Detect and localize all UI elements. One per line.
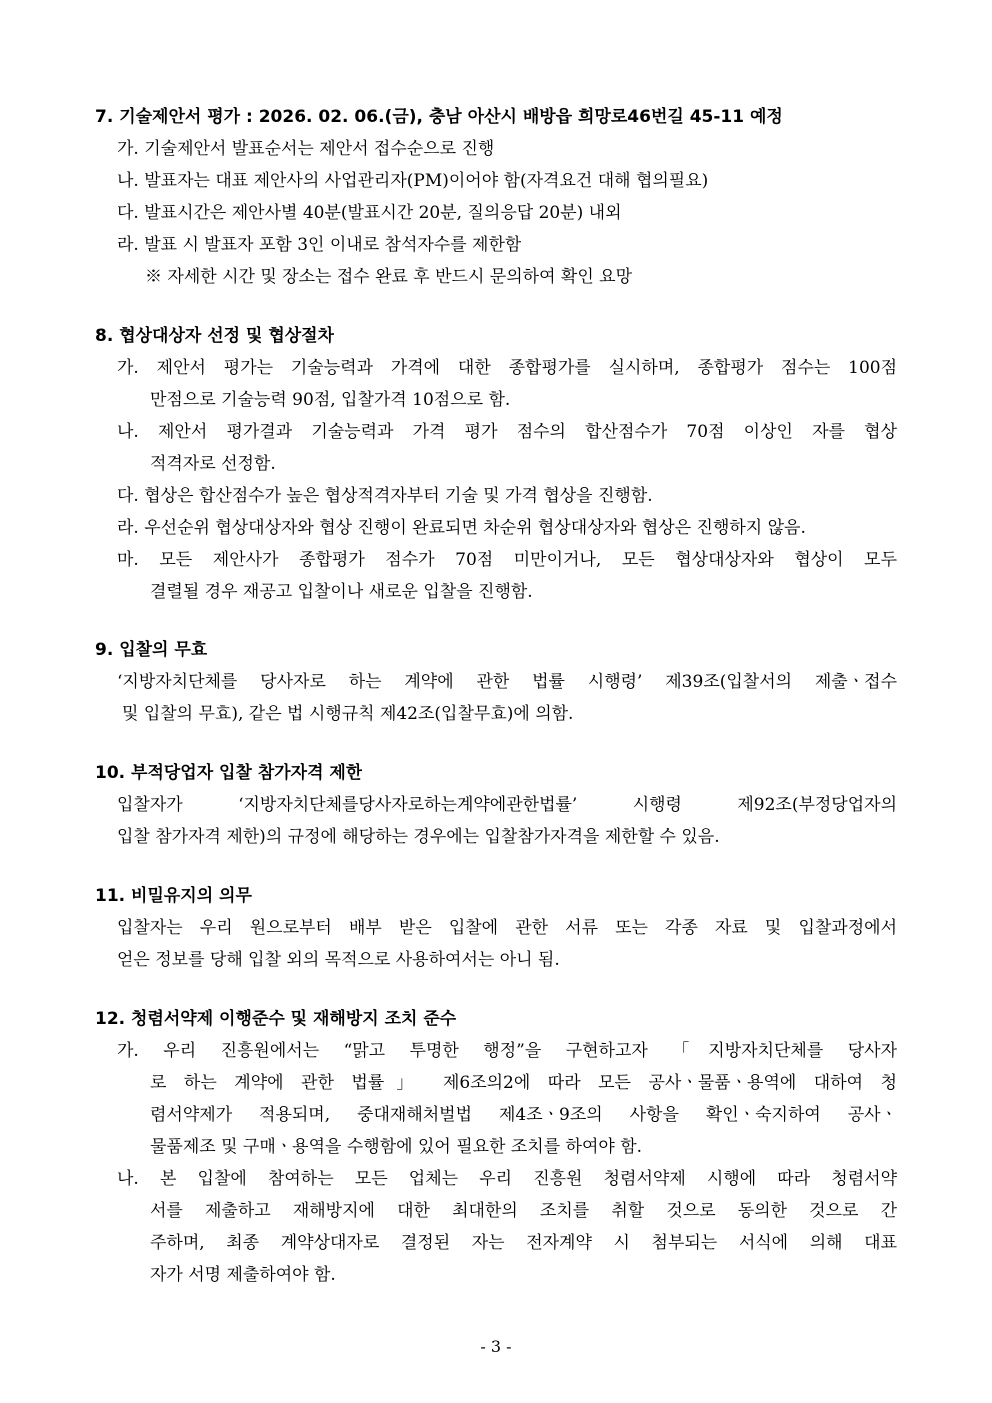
- section-10-text-line1: 입찰자가 ‘지방자치단체를당사자로하는계약에관한법률’ 시행령 제92조(부정당업자의: [117, 795, 897, 815]
- section-9-text-line1: ‘지방자치단체를 당사자로 하는 계약에 관한 법률 시행령’ 제39조(입찰서의 제출ㆍ접수: [117, 672, 897, 692]
- section-7-item-ga: 가. 기술제안서 발표순서는 제안서 접수순으로 진행: [117, 139, 495, 159]
- section-12-item-ga-line1: 가. 우리 진흥원에서는 “맑고 투명한 행정”을 구현하고자 「지방자치단체를 당사자: [117, 1041, 897, 1061]
- section-12-item-na-line4: 자가 서명 제출하여야 함.: [150, 1265, 336, 1285]
- section-8-item-ma-line1: 마. 모든 제안사가 종합평가 점수가 70점 미만이거나, 모든 협상대상자와 협상이 모두: [117, 550, 897, 570]
- section-10-text-line2: 입찰 참가자격 제한)의 규정에 해당하는 경우에는 입찰참가자격을 제한할 수 있음.: [117, 827, 720, 847]
- section-8-item-da: 다. 협상은 합산점수가 높은 협상적격자부터 기술 및 가격 협상을 진행함.: [117, 486, 653, 506]
- section-8-item-ga-line1: 가. 제안서 평가는 기술능력과 가격에 대한 종합평가를 실시하며, 종합평가 점수는 100점: [117, 358, 897, 378]
- section-11-text-line1: 입찰자는 우리 원으로부터 배부 받은 입찰에 관한 서류 또는 각종 자료 및 입찰과정에서: [117, 918, 897, 938]
- section-8-item-na-line2: 적격자로 선정함.: [150, 454, 276, 474]
- section-12-item-na-line1: 나. 본 입찰에 참여하는 모든 업체는 우리 진흥원 청렴서약제 시행에 따라 청렴서약: [117, 1169, 897, 1189]
- section-12-item-ga-line2: 로 하는 계약에 관한 법률」 제6조의2에 따라 모든 공사ㆍ물품ㆍ용역에 대하여 청: [150, 1073, 897, 1093]
- section-7-note: ※ 자세한 시간 및 장소는 접수 완료 후 반드시 문의하여 확인 요망: [145, 267, 632, 287]
- section-11-heading: 11. 비밀유지의 의무: [95, 886, 252, 906]
- section-8-item-na-line1: 나. 제안서 평가결과 기술능력과 가격 평가 점수의 합산점수가 70점 이상인 자를 협상: [117, 422, 897, 442]
- section-7-heading: 7. 기술제안서 평가 : 2026. 02. 06.(금), 충남 아산시 배방읍 희망로46번길 45-11 예정: [95, 107, 783, 127]
- section-12-item-na-line3: 주하며, 최종 계약상대자로 결정된 자는 전자계약 시 첨부되는 서식에 의해 대표: [150, 1233, 897, 1253]
- section-12-item-na-line2: 서를 제출하고 재해방지에 대한 최대한의 조치를 취할 것으로 동의한 것으로 간: [150, 1201, 897, 1221]
- section-12-item-ga-line4: 물품제조 및 구매ㆍ용역을 수행함에 있어 필요한 조치를 하여야 함.: [150, 1137, 643, 1157]
- section-9-text-line2: 및 입찰의 무효), 같은 법 시행규칙 제42조(입찰무효)에 의함.: [122, 704, 574, 724]
- section-9-heading: 9. 입찰의 무효: [95, 640, 208, 660]
- section-7-item-na: 나. 발표자는 대표 제안사의 사업관리자(PM)이어야 함(자격요건 대해 협의필요): [117, 171, 709, 191]
- section-12-item-ga-line3: 렴서약제가 적용되며, 중대재해처벌법 제4조ㆍ9조의 사항을 확인ㆍ숙지하여 공사ㆍ: [150, 1105, 897, 1125]
- section-8-heading: 8. 협상대상자 선정 및 협상절차: [95, 326, 335, 346]
- page-number: - 3 -: [480, 1337, 512, 1356]
- section-7-item-da: 다. 발표시간은 제안사별 40분(발표시간 20분, 질의응답 20분) 내외: [117, 203, 622, 223]
- section-10-heading: 10. 부적당업자 입찰 참가자격 제한: [95, 763, 363, 783]
- section-11-text-line2: 얻은 정보를 당해 입찰 외의 목적으로 사용하여서는 아니 됨.: [117, 950, 560, 970]
- section-8-item-ma-line2: 결렬될 경우 재공고 입찰이나 새로운 입찰을 진행함.: [150, 582, 533, 602]
- section-7-item-ra: 라. 발표 시 발표자 포함 3인 이내로 참석자수를 제한함: [117, 235, 522, 255]
- section-8-item-ga-line2: 만점으로 기술능력 90점, 입찰가격 10점으로 함.: [150, 390, 511, 410]
- section-12-heading: 12. 청렴서약제 이행준수 및 재해방지 조치 준수: [95, 1009, 457, 1029]
- section-8-item-ra: 라. 우선순위 협상대상자와 협상 진행이 완료되면 차순위 협상대상자와 협상은 진행하지 않음.: [117, 518, 806, 538]
